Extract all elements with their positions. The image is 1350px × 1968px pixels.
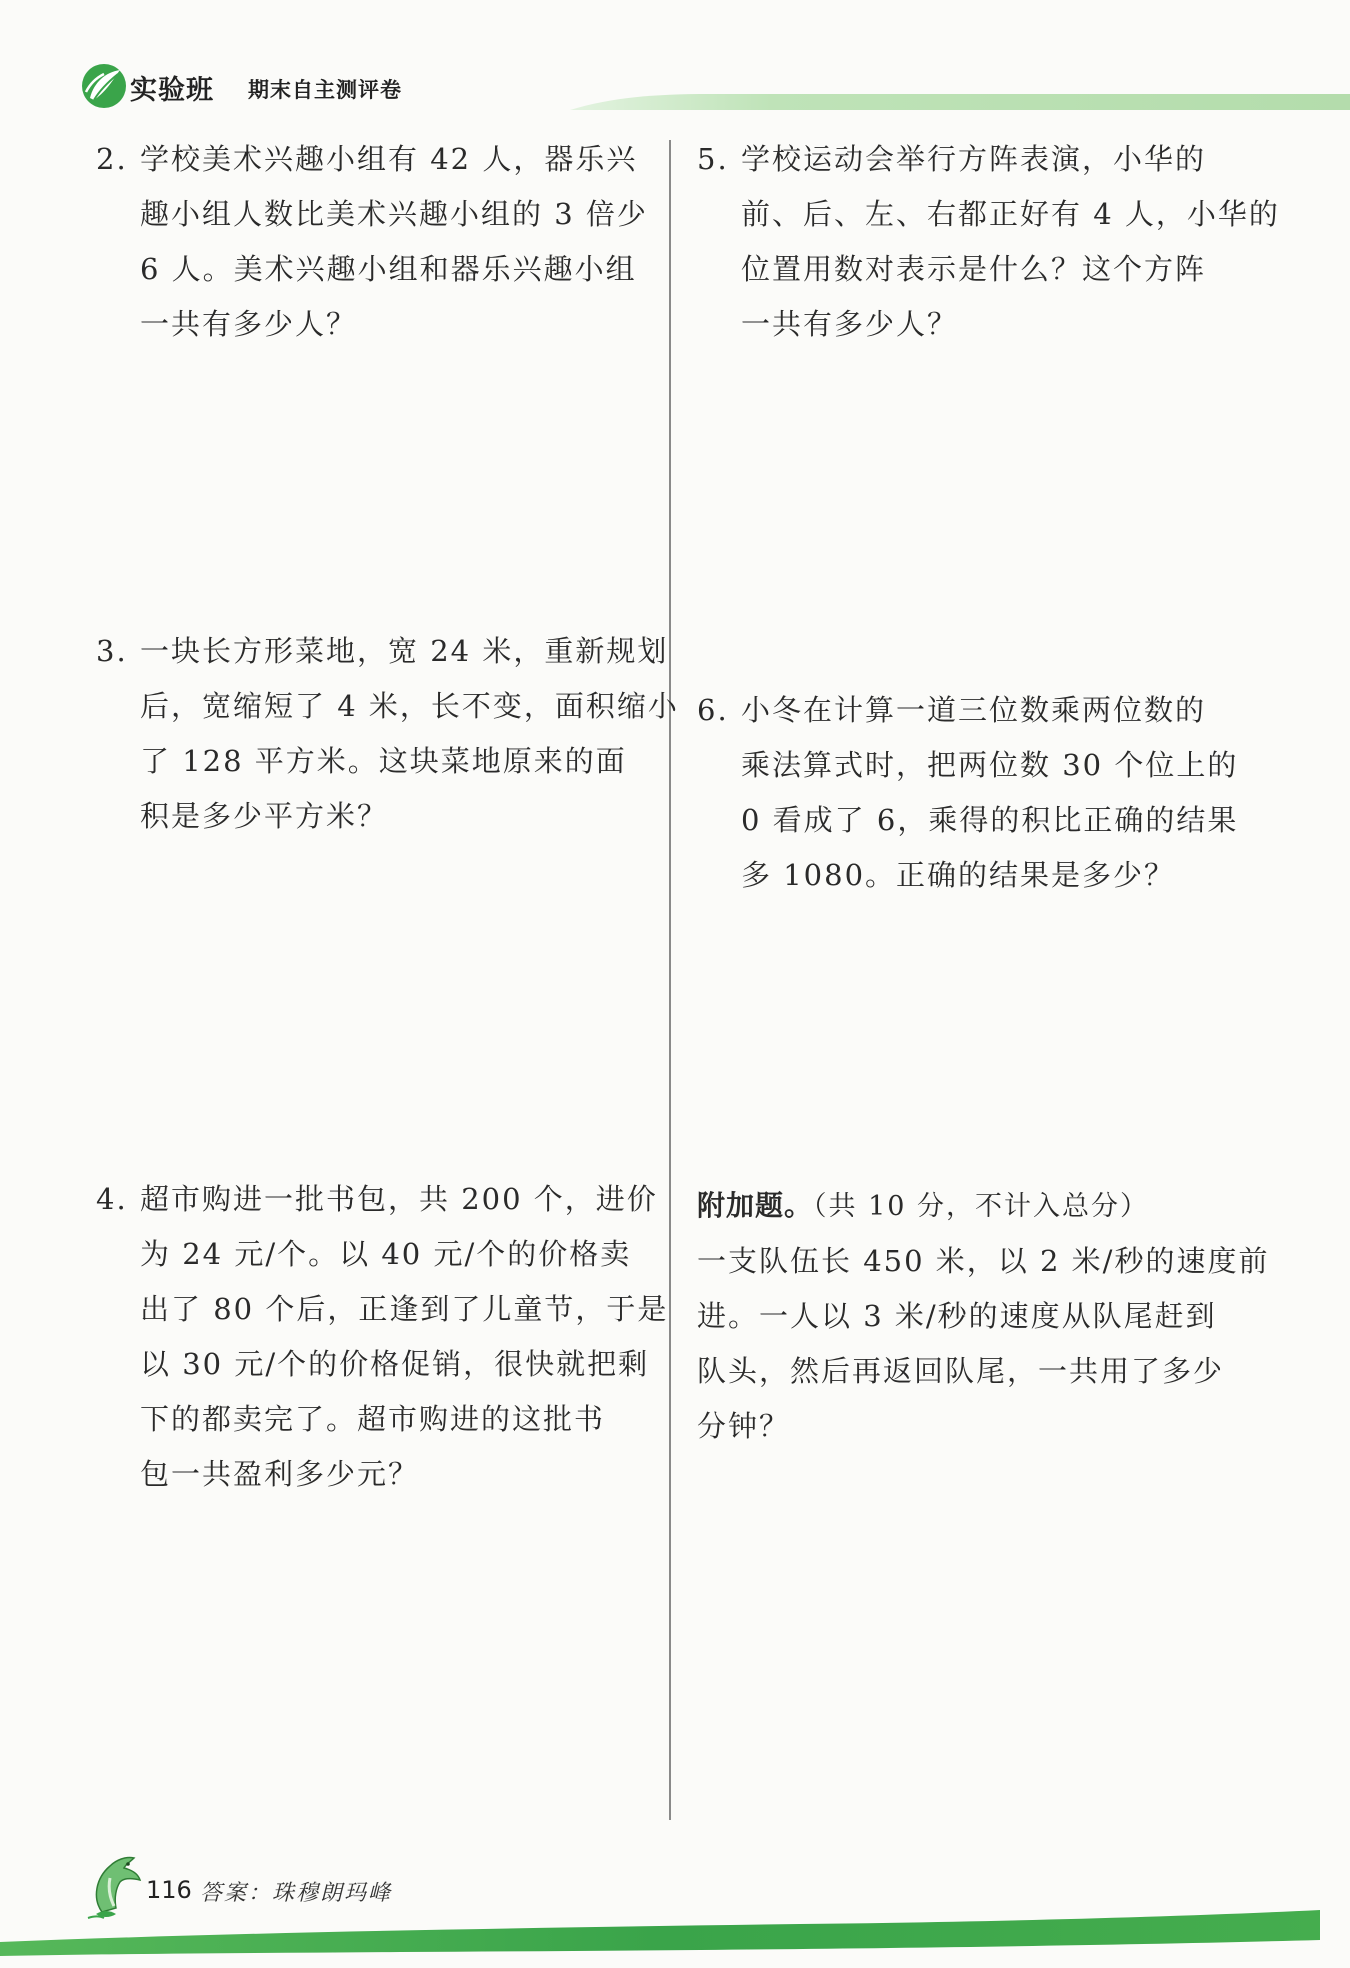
dolphin-icon <box>82 1848 148 1920</box>
leaf-logo-icon <box>80 62 128 110</box>
brand-name: 实验班 <box>130 75 214 106</box>
problem-number: 2. <box>96 142 128 176</box>
bonus-question <box>697 1178 1269 1454</box>
header-decorative-stripe <box>570 92 1350 110</box>
problem-text: 一块长方形菜地，宽 24 米，重新规划 后，宽缩短了 4 米，长不变，面积缩小 了 128 平方米。这块菜地原来的面 积是多少平方米？ <box>140 634 679 833</box>
column-divider <box>669 140 671 1820</box>
riddle-answer: 答案：珠穆朗玛峰 <box>200 1881 393 1906</box>
bonus-heading <box>697 1178 1269 1234</box>
bonus-line: 分钟？ <box>697 1409 791 1443</box>
problem-number: 6. <box>697 693 729 727</box>
problem-text: 学校美术兴趣小组有 42 人，器乐兴 趣小组人数比美术兴趣小组的 3 倍少 6 人。美术兴趣小组和器乐兴趣小组 一共有多少人？ <box>140 142 648 341</box>
bonus-line: 队头，然后再返回队尾，一共用了多少 <box>697 1354 1225 1388</box>
problem-text: 超市购进一批书包，共 200 个，进价 为 24 元/个。以 40 元/个的价格卖 出了 80 个后，正逢到了儿童节，于是 以 30 元/个的价格促销，很快就把剩 下的都卖完了。超市购进的这批书 包一共盈利多少元？ <box>140 1182 669 1491</box>
problem-number: 4. <box>96 1182 128 1216</box>
problem-text: 小冬在计算一道三位数乘两位数的 乘法算式时，把两位数 30 个位上的 0 看成了 6，乘得的积比正确的结果 多 1080。正确的结果是多少？ <box>741 693 1239 892</box>
problem-number: 5. <box>697 142 729 176</box>
bonus-line: 一支队伍长 450 米，以 2 米/秒的速度前 <box>697 1244 1270 1278</box>
exam-subtitle: 期末自主测评卷 <box>248 78 402 102</box>
page-number: 116 <box>146 1876 192 1904</box>
page-header <box>80 62 1300 114</box>
problem-text: 学校运动会举行方阵表演，小华的 前、后、左、右都正好有 4 人，小华的 位置用数对表示是什么？这个方阵 一共有多少人？ <box>741 142 1280 341</box>
bonus-title: 附加题。 <box>697 1189 814 1222</box>
bonus-note: （共 10 分，不计入总分） <box>813 1191 1150 1222</box>
problem-number: 3. <box>96 634 128 668</box>
bonus-line: 进。一人以 3 米/秒的速度从队尾赶到 <box>697 1299 1217 1333</box>
